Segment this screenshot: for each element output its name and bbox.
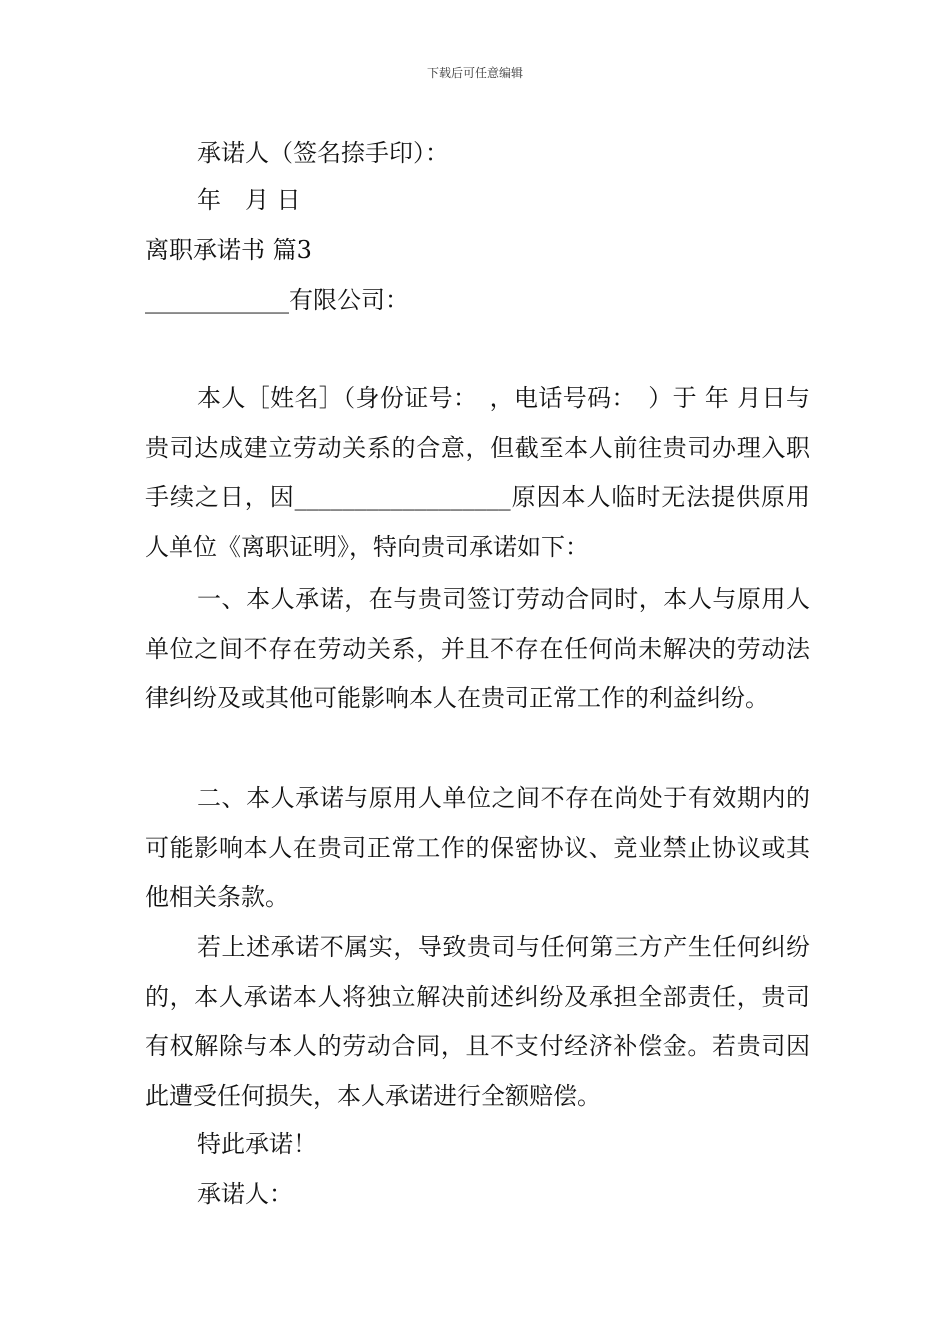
- page-header-note: 下载后可任意编辑: [426, 66, 523, 80]
- signer-line: 承诺人：: [197, 1180, 293, 1208]
- closing-line: 特此承诺！: [197, 1130, 317, 1158]
- date-line: 年 月 日: [197, 186, 301, 214]
- addressee-line: ____________有限公司：: [145, 286, 409, 314]
- clause-three-paragraph: 若上述承诺不属实，导致贵司与任何第三方产生任何纠纷的，本人承诺本人将独立解决前述纠纷及承担全部责任，贵司有权解除与本人的劳动合同，且不支付经济补偿金。若贵司因此遭受任何损失，本人承诺进行全额赔偿。: [145, 933, 810, 1110]
- intro-paragraph: 本人［姓名］（身份证号： ，电话号码： ）于 年 月日与贵司达成建立劳动关系的合意，但截至本人前往贵司办理入职手续之日，因__________________原因本人临时无法提供原用人单位《离职证明》，特向贵司承诺如下：: [145, 384, 810, 561]
- clause-one-paragraph: 一、本人承诺，在与贵司签订劳动合同时，本人与原用人单位之间不存在劳动关系，并且不存在任何尚未解决的劳动法律纠纷及或其他可能影响本人在贵司正常工作的利益纠纷。: [145, 585, 810, 712]
- signer-signature-line: 承诺人（签名捺手印）：: [197, 139, 449, 167]
- section-title: 离职承诺书 篇3: [145, 236, 312, 264]
- clause-two-paragraph: 二、本人承诺与原用人单位之间不存在尚处于有效期内的可能影响本人在贵司正常工作的保密协议、竞业禁止协议或其他相关条款。: [145, 784, 810, 911]
